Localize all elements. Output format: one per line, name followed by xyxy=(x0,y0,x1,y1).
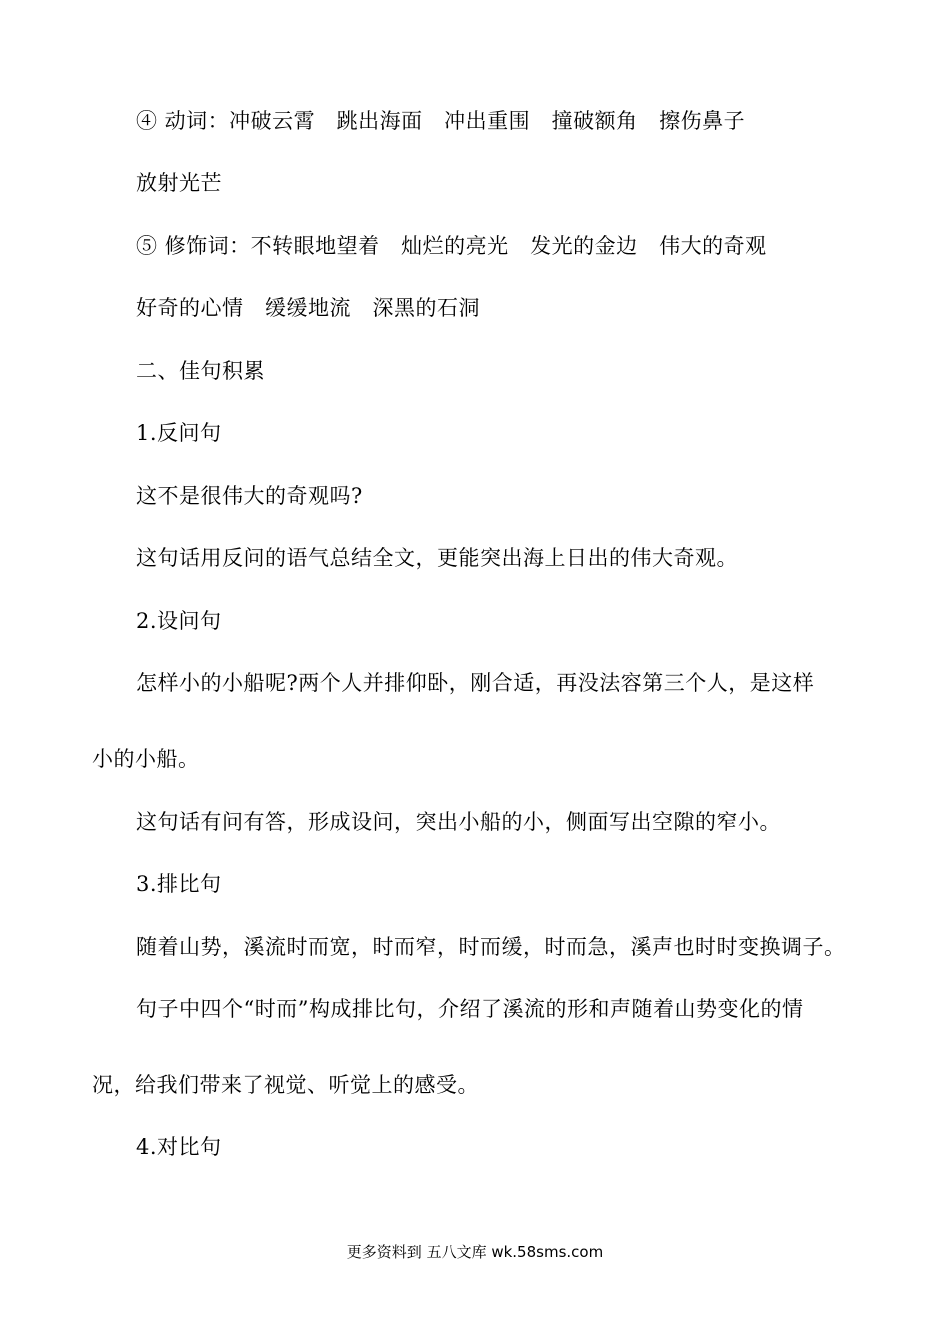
verbs-continuation: 放射光芒 xyxy=(136,171,222,195)
modifiers-continuation: 好奇的心情 缓缓地流 深黑的石洞 xyxy=(136,296,480,320)
page-footer: 更多资料到 五八文库 wk.58sms.com xyxy=(346,1243,604,1261)
example-sentence-continuation: 小的小船。 xyxy=(92,747,200,771)
verbs-line: ④ 动词：冲破云霄 跳出海面 冲出重围 撞破额角 擦伤鼻子 xyxy=(136,109,746,133)
explanation-text: 这句话有问有答，形成设问，突出小船的小，侧面写出空隙的窄小。 xyxy=(136,810,781,834)
subheading-contrast: 4.对比句 xyxy=(136,1135,222,1159)
example-sentence: 这不是很伟大的奇观吗? xyxy=(136,484,363,508)
subheading-parallelism: 3.排比句 xyxy=(136,872,222,896)
subheading-self-question: 2.设问句 xyxy=(136,609,222,633)
explanation-continuation: 况，给我们带来了视觉、听觉上的感受。 xyxy=(92,1073,479,1097)
modifiers-line: ⑤ 修饰词：不转眼地望着 灿烂的亮光 发光的金边 伟大的奇观 xyxy=(136,234,767,258)
example-sentence: 怎样小的小船呢?两个人并排仰卧，刚合适，再没法容第三个人，是这样 xyxy=(136,671,815,695)
explanation-text: 句子中四个“时而”构成排比句，介绍了溪流的形和声随着山势变化的情 xyxy=(136,997,804,1021)
explanation-text: 这句话用反问的语气总结全文，更能突出海上日出的伟大奇观。 xyxy=(136,546,738,570)
section-heading: 二、佳句积累 xyxy=(136,359,265,383)
example-sentence: 随着山势，溪流时而宽，时而窄，时而缓，时而急，溪声也时时变换调子。 xyxy=(136,935,846,959)
subheading-rhetorical-question: 1.反问句 xyxy=(136,421,222,445)
